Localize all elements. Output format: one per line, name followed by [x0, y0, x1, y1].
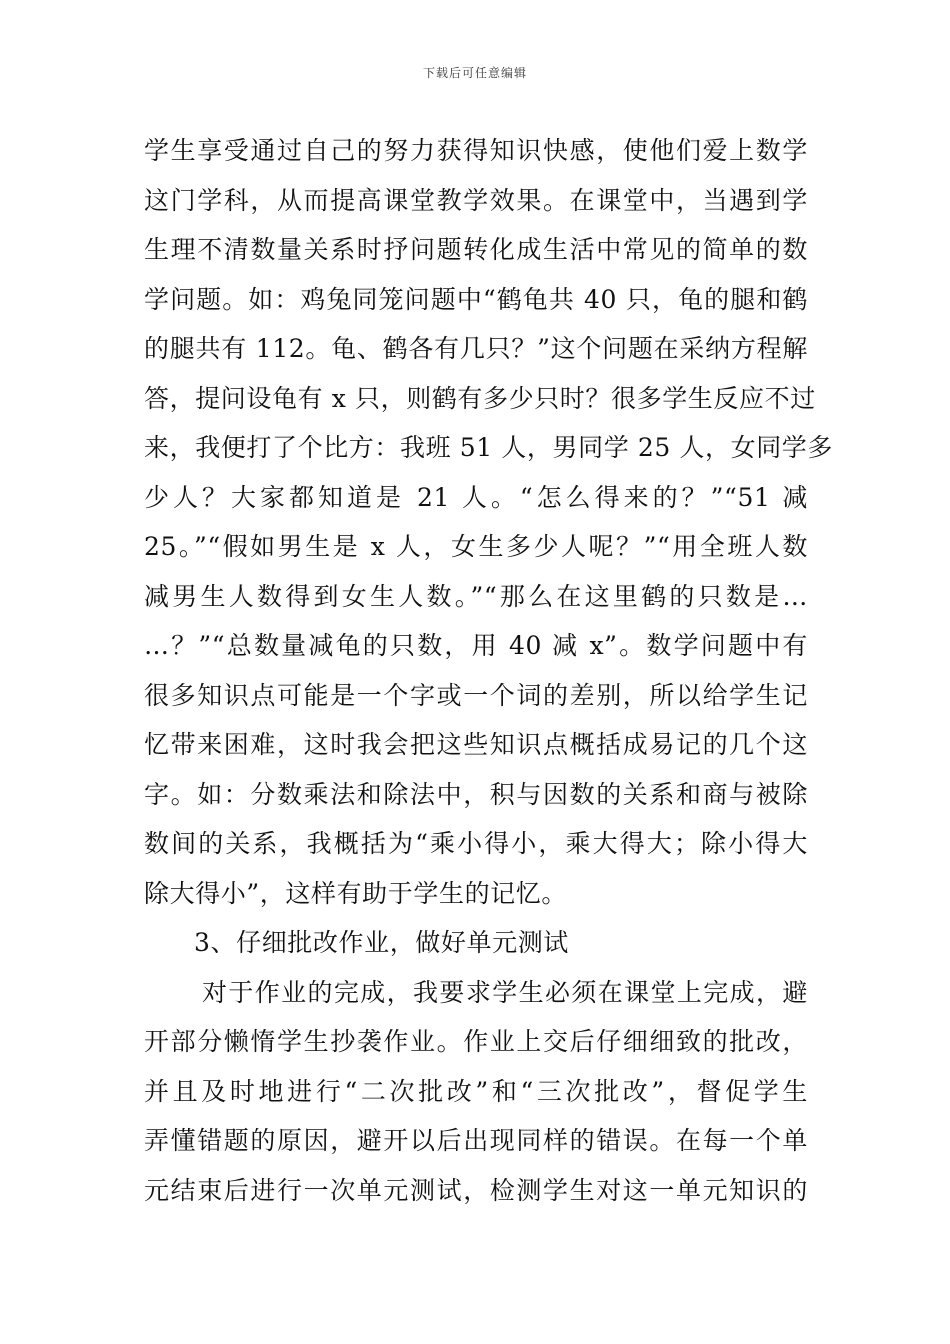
text-line: 开部分懒惰学生抄袭作业。作业上交后仔细细致的批改， — [144, 1027, 808, 1056]
text-line: 的腿共有 112。龟、鹤各有几只？”这个问题在采纳方程解 — [144, 334, 808, 363]
document-body — [144, 126, 834, 1215]
text-line: …？”“总数量减龟的只数，用 40 减 x”。数学问题中有 — [144, 631, 808, 660]
text-line: 少人？大家都知道是 21 人。“怎么得来的？”“51 减 — [144, 482, 808, 512]
text-line: 字。如：分数乘法和除法中，积与因数的关系和商与被除 — [144, 779, 808, 809]
text-line: 学问题。如：鸡兔同笼问题中“鹤龟共 40 只，龟的腿和鹤 — [144, 284, 808, 314]
text-line: 弄懂错题的原因，避开以后出现同样的错误。在每一个单 — [144, 1126, 808, 1155]
page-header: 下载后可任意编辑 — [422, 66, 527, 80]
section-heading: 3、仔细批改作业，做好单元测试 — [194, 928, 569, 957]
text-line: 对于作业的完成，我要求学生必须在课堂上完成，避 — [202, 977, 808, 1007]
text-line: 25。”“假如男生是 x 人，女生多少人呢？”“用全班人数 — [144, 532, 808, 561]
text-line: 来，我便打了个比方：我班 51 人，男同学 25 人，女同学多 — [144, 433, 834, 462]
text-line: 忆带来困难，这时我会把这些知识点概括成易记的几个这 — [144, 730, 808, 759]
text-line: 这门学科，从而提高课堂教学效果。在课堂中，当遇到学 — [144, 185, 808, 215]
text-line: 学生享受通过自己的努力获得知识快感，使他们爱上数学 — [144, 136, 808, 165]
text-line: 减男生人数得到女生人数。”“那么在这里鹤的只数是… — [144, 581, 808, 611]
text-line: 元结束后进行一次单元测试，检测学生对这一单元知识的 — [144, 1175, 808, 1205]
text-line: 数间的关系，我概括为“乘小得小，乘大得大；除小得大 — [144, 829, 808, 858]
text-line: 答，提问设龟有 x 只，则鹤有多少只时？很多学生反应不过 — [144, 383, 816, 413]
text-line: 除大得小”，这样有助于学生的记忆。 — [144, 878, 567, 908]
text-line: 很多知识点可能是一个字或一个词的差别，所以给学生记 — [144, 680, 808, 710]
text-line: 并且及时地进行“二次批改”和“三次批改”，督促学生 — [144, 1076, 808, 1106]
text-line: 生理不清数量关系时抒问题转化成生活中常见的简单的数 — [144, 235, 808, 264]
